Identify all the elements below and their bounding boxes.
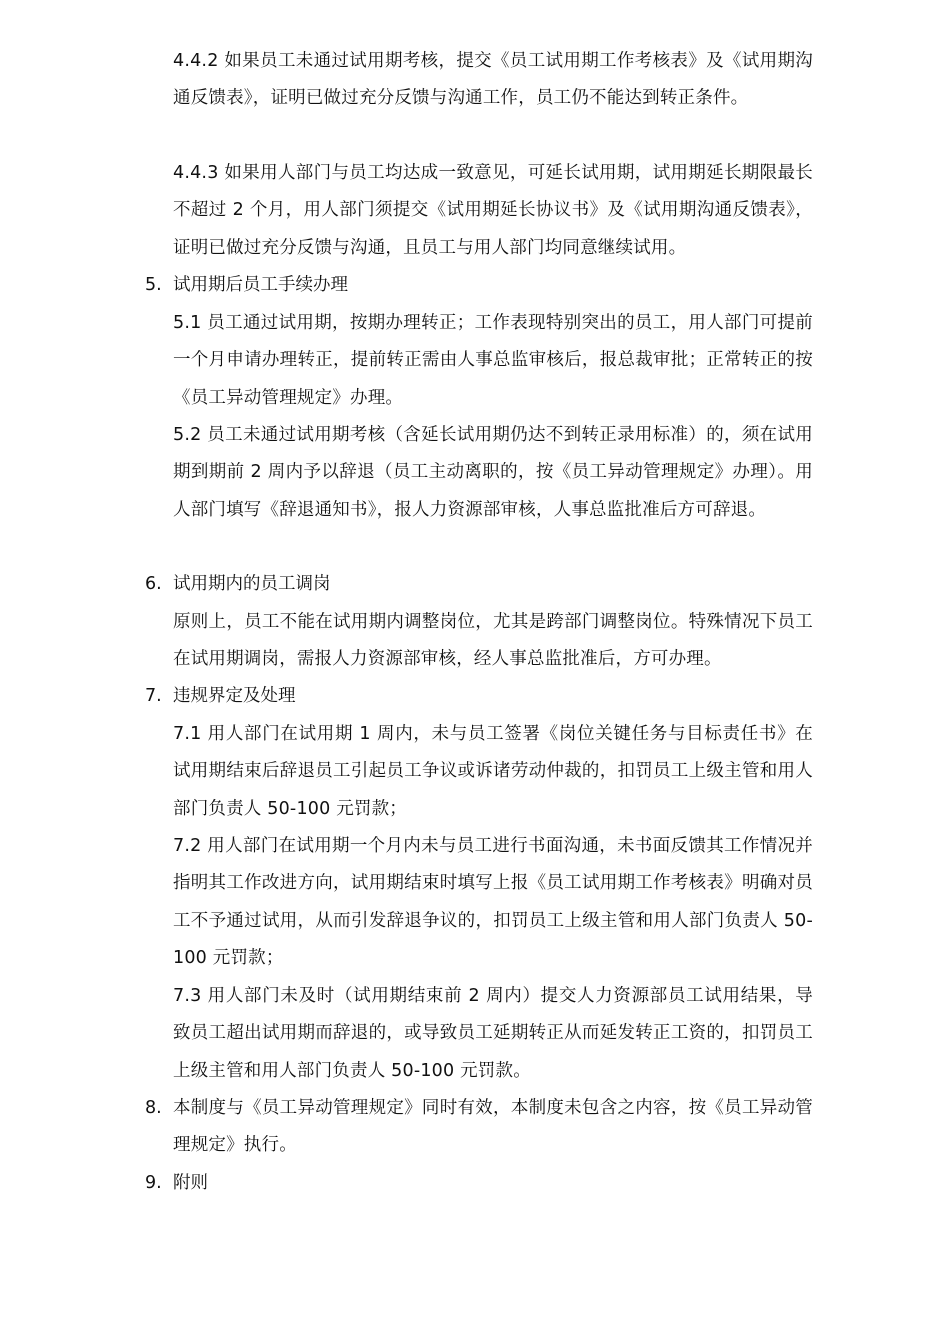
- paragraph-7-2: 7.2 用人部门在试用期一个月内未与员工进行书面沟通，未书面反馈其工作情况并指明其工作改进方向，试用期结束时填写上报《员工试用期工作考核表》明确对员工不予通过试用，从而引发辞退争议的，扣罚员工上级主管和用人部门负责人 50-100 元罚款；: [173, 836, 813, 968]
- section-7-heading: [145, 678, 296, 715]
- section-title: 附则: [173, 1173, 208, 1193]
- section-8-heading: [145, 1090, 173, 1127]
- section-5-heading: [145, 267, 348, 304]
- section-number: 5.: [145, 275, 162, 295]
- paragraph-4-4-2: 4.4.2 如果员工未通过试用期考核，提交《员工试用期工作考核表》及《试用期沟通反馈表》，证明已做过充分反馈与沟通工作，员工仍不能达到转正条件。: [173, 51, 813, 109]
- paragraph-6: 原则上，员工不能在试用期内调整岗位，尤其是跨部门调整岗位。特殊情况下员工在试用期调岗，需报人力资源部审核，经人事总监批准后，方可办理。: [173, 612, 813, 670]
- paragraph-7-1: 7.1 用人部门在试用期 1 周内，未与员工签署《岗位关键任务与目标责任书》在试用期结束后辞退员工引起员工争议或诉诸劳动仲裁的，扣罚员工上级主管和用人部门负责人 50-100 元罚款；: [173, 724, 813, 819]
- section-title: 违规界定及处理: [173, 686, 296, 706]
- paragraph-8: 本制度与《员工异动管理规定》同时有效，本制度未包含之内容，按《员工异动管理规定》执行。: [173, 1098, 813, 1156]
- section-number: 9.: [145, 1173, 162, 1193]
- section-number: 8.: [145, 1098, 162, 1118]
- section-number: 7.: [145, 686, 162, 706]
- paragraph-7-3: 7.3 用人部门未及时（试用期结束前 2 周内）提交人力资源部员工试用结果，导致员工超出试用期而辞退的，或导致员工延期转正从而延发转正工资的，扣罚员工上级主管和用人部门负责人 50-100 元罚款。: [173, 986, 813, 1081]
- paragraph-5-1: 5.1 员工通过试用期，按期办理转正；工作表现特别突出的员工，用人部门可提前一个月申请办理转正，提前转正需由人事总监审核后，报总裁审批；正常转正的按《员工异动管理规定》办理。: [173, 313, 813, 408]
- paragraph-5-2: 5.2 员工未通过试用期考核（含延长试用期仍达不到转正录用标准）的，须在试用期到期前 2 周内予以辞退（员工主动离职的，按《员工异动管理规定》办理）。用人部门填写《辞退通知书》，报人力资源部审核，人事总监批准后方可辞退。: [173, 425, 813, 520]
- section-9-heading: [145, 1165, 208, 1202]
- section-title: 试用期内的员工调岗: [173, 574, 331, 594]
- paragraph-4-4-3: 4.4.3 如果用人部门与员工均达成一致意见，可延长试用期，试用期延长期限最长不超过 2 个月，用人部门须提交《试用期延长协议书》及《试用期沟通反馈表》，证明已做过充分反馈与沟通，且员工与用人部门均同意继续试用。: [173, 163, 813, 258]
- section-title: 试用期后员工手续办理: [173, 275, 348, 295]
- section-number: 6.: [145, 574, 162, 594]
- section-6-heading: [145, 566, 331, 603]
